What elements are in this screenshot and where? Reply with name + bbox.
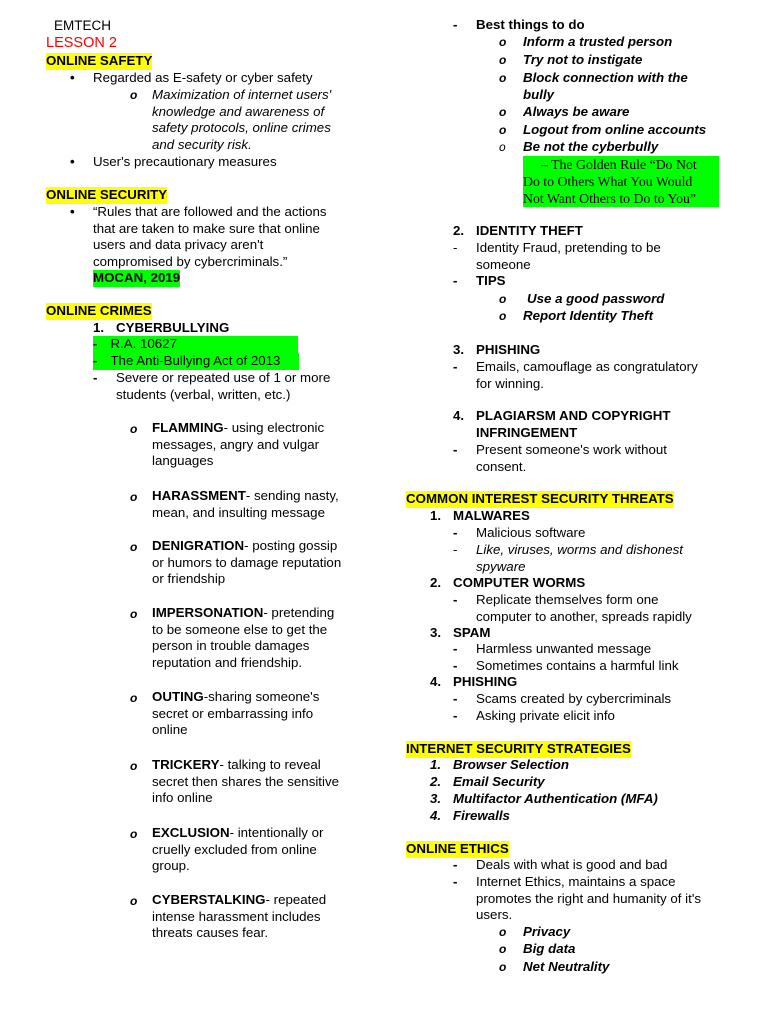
dash-marker: -: [453, 658, 458, 673]
list-item: Net Neutrality: [523, 959, 610, 974]
list-item: Multifactor Authentication (MFA): [453, 791, 658, 806]
phishing-description: Emails, camouflage as congratulatory for winning.: [476, 359, 698, 391]
sub-marker: o: [130, 540, 138, 554]
list-item: DENIGRATION- posting gossip or humors to damage reputation or friendship: [152, 538, 342, 586]
course-title: EMTECH: [54, 18, 111, 33]
dash-marker: -: [453, 641, 458, 656]
list-item: HARASSMENT- sending nasty, mean, and insulting message: [152, 488, 339, 520]
list-item: IMPERSONATION- pretending to be someone else to get the person in trouble damages reputation and friendship.: [152, 605, 335, 670]
identity-theft-title: IDENTITY THEFT: [476, 223, 583, 238]
lesson-title: LESSON 2: [46, 35, 117, 51]
sub-marker: o: [499, 925, 507, 939]
list-item: FLAMMING- using electronic messages, angry and vulgar languages: [152, 420, 325, 468]
malwares-examples: Like, viruses, worms and dishonest spyware: [476, 542, 683, 574]
online-crimes-heading: ONLINE CRIMES: [46, 303, 152, 318]
list-item: Be not the cyberbully: [523, 139, 659, 154]
list-number: 1.: [93, 320, 105, 335]
list-number: 2.: [453, 223, 465, 238]
security-threats-heading: COMMON INTEREST SECURITY THREATS: [406, 491, 674, 506]
dash-marker: -: [453, 525, 458, 540]
phishing-title: PHISHING: [476, 342, 541, 357]
list-item: Big data: [523, 941, 576, 956]
sub-marker: o: [130, 827, 138, 841]
online-safety-heading: ONLINE SAFETY: [46, 53, 153, 68]
list-item: Firewalls: [453, 808, 510, 823]
plagiarism-title: PLAGIARSM AND COPYRIGHT INFRINGEMENT: [476, 408, 671, 440]
plagiarism-description: Present someone's work without consent.: [476, 442, 667, 474]
dash-marker: -: [453, 359, 458, 374]
dash-marker: -: [453, 874, 458, 889]
list-item: Try not to instigate: [523, 52, 643, 67]
sub-marker: o: [499, 53, 507, 67]
bullet-marker: •: [70, 154, 75, 169]
cyberbullying-title: CYBERBULLYING: [116, 320, 230, 335]
list-number: 2.: [430, 774, 442, 789]
sub-marker: o: [499, 309, 507, 323]
identity-theft-description: Identity Fraud, pretending to be someone: [476, 240, 661, 272]
list-item: Always be aware: [523, 104, 630, 119]
list-number: 1.: [430, 757, 442, 772]
online-ethics-description: Deals with what is good and bad: [476, 857, 668, 872]
list-item: Block connection with the bully: [523, 70, 688, 102]
sub-marker: o: [130, 422, 138, 436]
list-item: Logout from online accounts: [523, 122, 707, 137]
sub-marker: o: [499, 292, 507, 306]
sub-marker: o: [499, 71, 507, 85]
online-safety-bullet: Regarded as E-safety or cyber safety: [93, 70, 313, 85]
sub-marker: o: [499, 140, 506, 154]
sub-marker: o: [499, 105, 507, 119]
spam-description: Harmless unwanted message: [476, 641, 652, 656]
list-item: Inform a trusted person: [523, 34, 673, 49]
online-ethics-description: Internet Ethics, maintains a space promotes the right and humanity of it's users.: [476, 874, 702, 922]
sub-marker: o: [499, 35, 507, 49]
spam-description: Sometimes contains a harmful link: [476, 658, 679, 673]
online-security-quote: “Rules that are followed and the actions that are taken to make sure that online users and data privacy aren't compromised by cybercriminals.”: [93, 204, 327, 269]
best-things-label: Best things to do: [476, 17, 585, 32]
sub-marker: o: [130, 894, 138, 908]
dash-marker: -: [453, 708, 458, 723]
list-number: 3.: [453, 342, 465, 357]
security-strategies-heading: INTERNET SECURITY STRATEGIES: [406, 741, 631, 756]
list-number: 3.: [430, 791, 442, 806]
dash-marker: -: [453, 17, 458, 32]
list-item: CYBERSTALKING- repeated intense harassment includes threats causes fear.: [152, 892, 327, 940]
sub-marker: o: [499, 960, 507, 974]
sub-marker: o: [130, 88, 138, 102]
online-ethics-heading: ONLINE ETHICS: [406, 841, 509, 856]
sub-marker: o: [499, 123, 507, 137]
list-item: Email Security: [453, 774, 545, 789]
malwares-title: MALWARES: [453, 508, 530, 523]
tips-label: TIPS: [476, 273, 506, 288]
list-item: EXCLUSION- intentionally or cruelly excluded from online group.: [152, 825, 324, 873]
bullet-marker: •: [70, 204, 75, 219]
malwares-description: Malicious software: [476, 525, 586, 540]
computer-worms-description: Replicate themselves form one computer to another, spreads rapidly: [476, 592, 692, 624]
phishing-threat-description: Asking private elicit info: [476, 708, 615, 723]
bullet-marker: •: [70, 70, 75, 85]
sub-marker: o: [130, 691, 138, 705]
list-number: 4.: [430, 674, 442, 689]
list-number: 3.: [430, 625, 442, 640]
list-item: Privacy: [523, 924, 571, 939]
list-number: 1.: [430, 508, 442, 523]
dash-marker: -: [93, 370, 98, 385]
list-item: Use a good password: [527, 291, 665, 306]
golden-rule: – The Golden Rule “Do Not Do to Others What You Would Not Want Others to Do to You”: [523, 156, 719, 207]
dash-marker: -: [453, 273, 458, 288]
dash-marker: -: [453, 442, 458, 457]
quote-source: MOCAN, 2019: [93, 270, 181, 285]
dash-marker: -: [453, 857, 458, 872]
sub-marker: o: [499, 942, 507, 956]
phishing-threat-description: Scams created by cybercriminals: [476, 691, 672, 706]
sub-marker: o: [130, 490, 138, 504]
cyberbullying-description: Severe or repeated use of 1 or more students (verbal, written, etc.): [116, 370, 331, 402]
online-security-heading: ONLINE SECURITY: [46, 187, 168, 202]
law-reference: - The Anti-Bullying Act of 2013: [93, 353, 299, 370]
spam-title: SPAM: [453, 625, 491, 640]
sub-marker: o: [130, 759, 138, 773]
list-item: TRICKERY- talking to reveal secret then shares the sensitive info online: [152, 757, 339, 805]
list-item: OUTING-sharing someone's secret or embarrassing info online: [152, 689, 320, 737]
list-number: 4.: [453, 408, 465, 423]
dash-marker: -: [453, 691, 458, 706]
dash-marker: -: [453, 592, 458, 607]
online-safety-definition: Maximization of internet users' knowledge and awareness of safety protocols, online crimes and security risk.: [152, 87, 332, 152]
list-item: Report Identity Theft: [523, 308, 654, 323]
list-item: Browser Selection: [453, 757, 570, 772]
computer-worms-title: COMPUTER WORMS: [453, 575, 586, 590]
sub-marker: o: [130, 607, 138, 621]
law-reference: - R.A. 10627: [93, 336, 298, 353]
dash-marker: -: [453, 240, 458, 255]
dash-marker: -: [453, 542, 458, 557]
list-number: 4.: [430, 808, 442, 823]
phishing-threat-title: PHISHING: [453, 674, 518, 689]
list-number: 2.: [430, 575, 442, 590]
online-safety-bullet: User's precautionary measures: [93, 154, 277, 169]
